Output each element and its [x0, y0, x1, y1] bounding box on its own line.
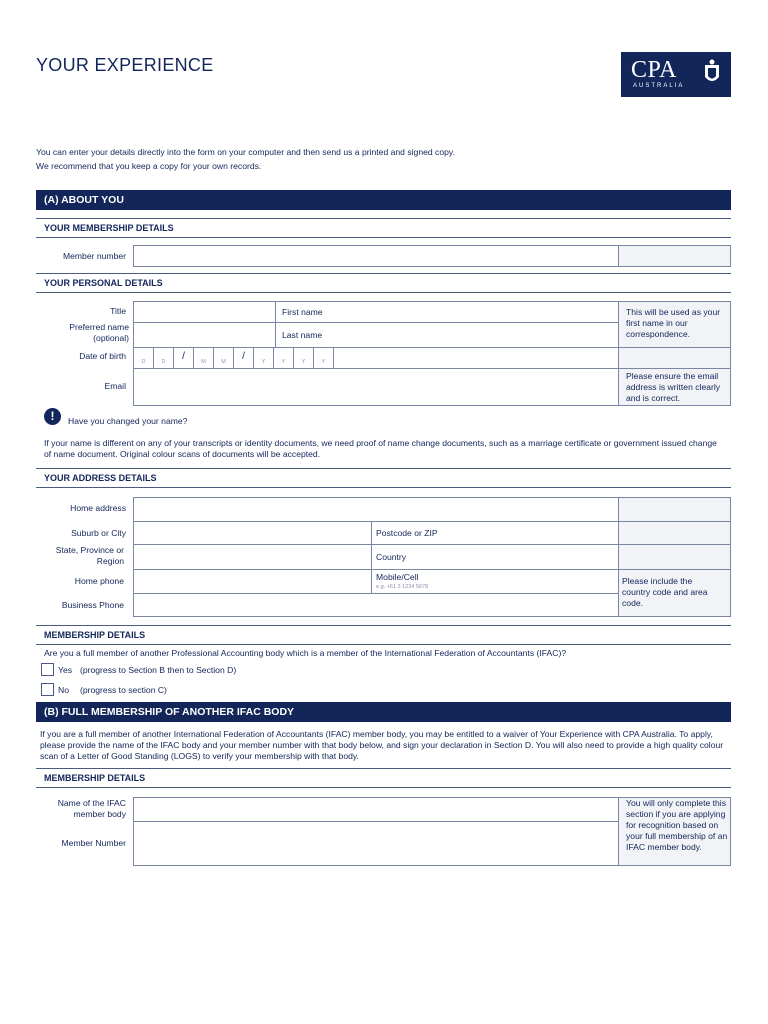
no-checkbox[interactable]	[41, 683, 54, 696]
postcode-label: Postcode or ZIP	[376, 528, 438, 538]
country-label: Country	[376, 552, 407, 562]
member-number-input[interactable]	[133, 245, 619, 267]
ifac-name-label: Name of the IFAC member body	[57, 798, 126, 819]
membership-details-heading: YOUR MEMBERSHIP DETAILS	[36, 218, 731, 238]
preferred-name-input[interactable]	[133, 322, 276, 348]
dob-year-3[interactable]: Y	[294, 348, 314, 368]
dob-label: Date of birth	[79, 351, 126, 361]
phone-note-cell	[618, 569, 731, 617]
email-note-cell	[618, 368, 731, 406]
personal-details-heading: YOUR PERSONAL DETAILS	[36, 273, 731, 293]
dob-input-row	[133, 347, 619, 369]
email-label: Email	[104, 381, 126, 391]
first-name-label: First name	[282, 307, 323, 317]
cpa-logo	[621, 52, 731, 97]
state-label: State, Province or Region	[55, 545, 124, 566]
yes-checkbox[interactable]	[41, 663, 54, 676]
postcode-input[interactable]	[371, 521, 619, 545]
business-phone-input[interactable]	[133, 593, 619, 617]
no-hint: (progress to section C)	[80, 685, 167, 695]
title-label: Title	[110, 306, 126, 316]
home-address-input[interactable]	[133, 497, 619, 522]
mobile-example: e.g. +61 3 1234 5678	[376, 584, 429, 590]
title-input[interactable]	[133, 301, 276, 323]
intro-line-2: We recommend that you keep a copy for your own records.	[36, 161, 262, 171]
dob-year-2[interactable]: Y	[274, 348, 294, 368]
logo-subtext: AUSTRALIA	[633, 83, 685, 89]
suburb-label: Suburb or City	[71, 528, 126, 538]
ifac-membership-heading: MEMBERSHIP DETAILS	[36, 625, 731, 645]
address-details-heading: YOUR ADDRESS DETAILS	[36, 468, 731, 488]
country-side-cell	[618, 544, 731, 570]
dob-cells	[134, 348, 334, 368]
country-input[interactable]	[371, 544, 619, 570]
section-b-description: If you are a full member of another International Federation of Accountants (IFAC) member body, you may be entitled to a waiver of Your Experience with CPA Australia. To apply, please provide the name of the IFAC body and your member number with that body below, and sign your declaration in Section D. You will also need to provide a high quality colour scan of a Letter of Good Standing (LOGS) to verify your membership with that body.	[40, 729, 724, 761]
first-name-note: This will be used as your first name in our correspondence.	[626, 307, 721, 339]
crest-icon	[697, 55, 727, 93]
first-name-input[interactable]	[275, 301, 619, 323]
phone-note: Please include the country code and area code.	[622, 576, 708, 608]
ifac-member-number-input[interactable]	[133, 821, 619, 866]
dob-month-1[interactable]: M	[194, 348, 214, 368]
email-input[interactable]	[133, 368, 619, 406]
home-phone-label: Home phone	[74, 576, 124, 586]
ifac-member-number-label: Member Number	[61, 838, 126, 848]
mobile-label: Mobile/Cell	[376, 572, 419, 582]
home-phone-input[interactable]	[133, 569, 372, 594]
dob-month-2[interactable]: M	[214, 348, 234, 368]
home-address-label: Home address	[70, 503, 126, 513]
member-number-side-cell	[618, 245, 731, 267]
exclamation-icon: !	[44, 408, 61, 425]
section-b-note-cell	[618, 797, 731, 866]
dob-day-1[interactable]: D	[134, 348, 154, 368]
dob-side-cell	[618, 347, 731, 369]
member-number-label: Member number	[62, 251, 126, 261]
section-a-header: (A) ABOUT YOU	[36, 190, 731, 210]
ifac-name-input[interactable]	[133, 797, 619, 822]
first-name-note-cell	[618, 301, 731, 348]
section-b-note: You will only complete this section if you are applying for recognition based on your full membership of an IFAC member body.	[626, 798, 728, 852]
home-address-side-cell	[618, 497, 731, 522]
preferred-name-label: Preferred name (optional)	[69, 322, 129, 343]
ifac-question: Are you a full member of another Professional Accounting body which is a member of the International Federation of Accountants (IFAC)?	[44, 648, 567, 658]
dob-year-1[interactable]: Y	[254, 348, 274, 368]
name-change-question: Have you changed your name?	[68, 416, 188, 426]
intro-line-1: You can enter your details directly into the form on your computer and then send us a printed and signed copy.	[36, 147, 455, 157]
postcode-side-cell	[618, 521, 731, 545]
business-phone-label: Business Phone	[61, 600, 124, 610]
page-title: YOUR EXPERIENCE	[36, 55, 214, 75]
state-input[interactable]	[133, 544, 372, 570]
dob-separator-2: /	[234, 348, 254, 368]
dob-year-4[interactable]: Y	[314, 348, 334, 368]
yes-label: Yes	[58, 665, 73, 675]
section-b-header: (B) FULL MEMBERSHIP OF ANOTHER IFAC BODY	[36, 702, 731, 722]
name-change-text: If your name is different on any of your transcripts or identity documents, we need proof of name change documents, such as a marriage certificate or government issued change of name document. Original colour scans of documents will be accepted.	[44, 438, 717, 459]
no-label: No	[58, 685, 69, 695]
logo-text: CPA	[631, 57, 677, 83]
mobile-input[interactable]	[371, 569, 619, 594]
last-name-label: Last name	[282, 330, 323, 340]
yes-hint: (progress to Section B then to Section D)	[80, 665, 237, 675]
suburb-input[interactable]	[133, 521, 372, 545]
section-b-membership-heading: MEMBERSHIP DETAILS	[36, 768, 731, 788]
last-name-input[interactable]	[275, 322, 619, 348]
email-note: Please ensure the email address is written clearly and is correct.	[626, 371, 721, 403]
dob-day-2[interactable]: D	[154, 348, 174, 368]
dob-separator-1: /	[174, 348, 194, 368]
